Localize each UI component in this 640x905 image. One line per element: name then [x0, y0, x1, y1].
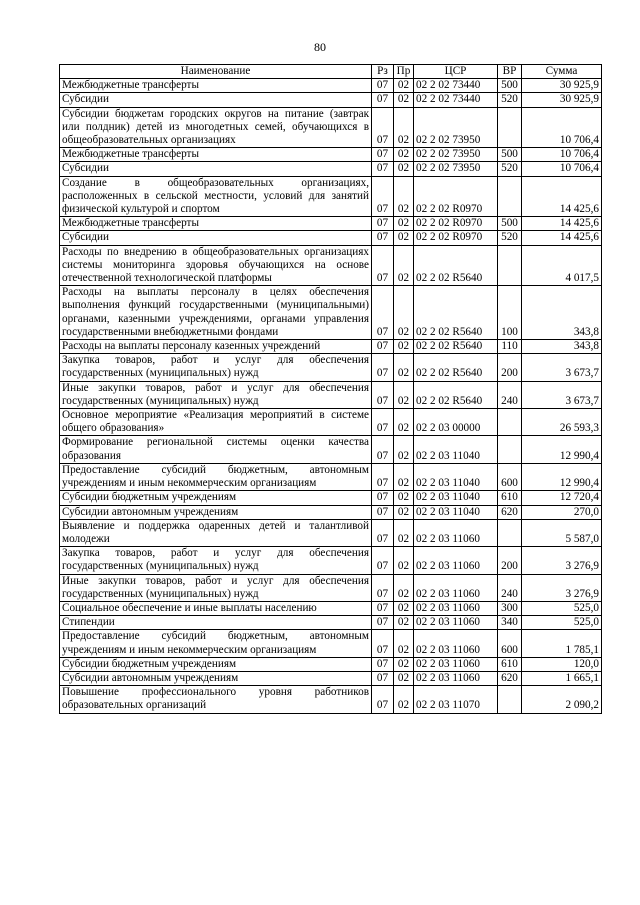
cell-name: Субсидии бюджетным учреждениям — [60, 657, 372, 671]
cell-sum: 3 276,9 — [522, 574, 602, 601]
cell-name: Стипендии — [60, 616, 372, 630]
cell-sum: 14 425,6 — [522, 231, 602, 245]
header-name: Наименование — [60, 65, 372, 79]
cell-csr: 02 2 03 11040 — [414, 463, 498, 490]
cell-name: Предоставление субсидий бюджетным, автономным учреждениям и иным некоммерческим организациям — [60, 463, 372, 490]
cell-sum: 525,0 — [522, 616, 602, 630]
cell-vr: 110 — [498, 340, 522, 354]
cell-sum: 1 665,1 — [522, 671, 602, 685]
cell-csr: 02 2 02 R0970 — [414, 231, 498, 245]
table-row — [60, 107, 602, 148]
table-row — [60, 519, 602, 546]
cell-rz: 07 — [372, 354, 394, 381]
cell-sum: 10 706,4 — [522, 107, 602, 148]
cell-vr: 340 — [498, 616, 522, 630]
cell-rz: 07 — [372, 463, 394, 490]
table-row — [60, 463, 602, 490]
cell-vr: 600 — [498, 630, 522, 657]
cell-rz: 07 — [372, 107, 394, 148]
cell-name: Основное мероприятие «Реализация мероприятий в системе общего образования» — [60, 409, 372, 436]
cell-sum: 14 425,6 — [522, 217, 602, 231]
cell-sum: 12 990,4 — [522, 436, 602, 463]
table-row — [60, 574, 602, 601]
cell-rz: 07 — [372, 231, 394, 245]
table-row — [60, 616, 602, 630]
cell-rz: 07 — [372, 616, 394, 630]
cell-pr: 02 — [394, 231, 414, 245]
cell-vr: 520 — [498, 231, 522, 245]
cell-vr: 500 — [498, 79, 522, 93]
cell-vr: 620 — [498, 505, 522, 519]
cell-rz: 07 — [372, 79, 394, 93]
cell-pr: 02 — [394, 547, 414, 574]
cell-rz: 07 — [372, 686, 394, 713]
cell-pr: 02 — [394, 409, 414, 436]
cell-rz: 07 — [372, 519, 394, 546]
cell-csr: 02 2 03 11040 — [414, 436, 498, 463]
cell-sum: 343,8 — [522, 340, 602, 354]
cell-rz: 07 — [372, 217, 394, 231]
cell-pr: 02 — [394, 671, 414, 685]
table-row — [60, 286, 602, 340]
cell-vr: 100 — [498, 286, 522, 340]
cell-pr: 02 — [394, 463, 414, 490]
cell-pr: 02 — [394, 574, 414, 601]
cell-rz: 07 — [372, 671, 394, 685]
cell-pr: 02 — [394, 354, 414, 381]
table-row — [60, 231, 602, 245]
cell-pr: 02 — [394, 162, 414, 176]
cell-sum: 2 090,2 — [522, 686, 602, 713]
page-number: 80 — [314, 40, 326, 54]
table-row — [60, 176, 602, 217]
cell-name: Межбюджетные трансферты — [60, 148, 372, 162]
cell-sum: 3 673,7 — [522, 354, 602, 381]
cell-pr: 02 — [394, 601, 414, 615]
table-row — [60, 657, 602, 671]
cell-csr: 02 2 03 11060 — [414, 616, 498, 630]
cell-vr: 500 — [498, 148, 522, 162]
cell-csr: 02 2 03 11060 — [414, 671, 498, 685]
cell-sum: 26 593,3 — [522, 409, 602, 436]
cell-name: Субсидии бюджетным учреждениям — [60, 491, 372, 505]
table-row — [60, 547, 602, 574]
cell-name: Субсидии автономным учреждениям — [60, 505, 372, 519]
cell-csr: 02 2 03 11060 — [414, 657, 498, 671]
cell-csr: 02 2 03 00000 — [414, 409, 498, 436]
cell-rz: 07 — [372, 630, 394, 657]
cell-csr: 02 2 02 R5640 — [414, 354, 498, 381]
cell-csr: 02 2 02 R0970 — [414, 176, 498, 217]
cell-rz: 07 — [372, 547, 394, 574]
cell-name: Субсидии бюджетам городских округов на питание (завтрак или полдник) детей из многодетных семей, обучающихся в общеобразовательных организациях — [60, 107, 372, 148]
cell-rz: 07 — [372, 601, 394, 615]
cell-name: Расходы по внедрению в общеобразовательных организациях системы мониторинга здоровья обучающихся на основе отечественной технологической платформы — [60, 245, 372, 286]
cell-csr: 02 2 02 R0970 — [414, 217, 498, 231]
cell-name: Расходы на выплаты персоналу казенных учреждений — [60, 340, 372, 354]
cell-csr: 02 2 03 11060 — [414, 547, 498, 574]
cell-pr: 02 — [394, 245, 414, 286]
cell-sum: 525,0 — [522, 601, 602, 615]
cell-csr: 02 2 02 R5640 — [414, 286, 498, 340]
cell-pr: 02 — [394, 286, 414, 340]
cell-name: Формирование региональной системы оценки качества образования — [60, 436, 372, 463]
cell-csr: 02 2 02 73950 — [414, 148, 498, 162]
cell-csr: 02 2 02 73440 — [414, 93, 498, 107]
cell-vr: 610 — [498, 657, 522, 671]
cell-sum: 10 706,4 — [522, 148, 602, 162]
cell-name: Закупка товаров, работ и услуг для обеспечения государственных (муниципальных) нужд — [60, 354, 372, 381]
cell-pr: 02 — [394, 217, 414, 231]
cell-name: Создание в общеобразовательных организациях, расположенных в сельской местности, условий для занятий физической культурой и спортом — [60, 176, 372, 217]
header-csr: ЦСР — [414, 65, 498, 79]
header-pr: Пр — [394, 65, 414, 79]
cell-rz: 07 — [372, 657, 394, 671]
table-row — [60, 686, 602, 713]
cell-sum: 30 925,9 — [522, 79, 602, 93]
cell-sum: 30 925,9 — [522, 93, 602, 107]
table-row — [60, 354, 602, 381]
table-row — [60, 436, 602, 463]
table-row — [60, 409, 602, 436]
cell-csr: 02 2 02 73950 — [414, 107, 498, 148]
cell-pr: 02 — [394, 381, 414, 408]
cell-vr — [498, 176, 522, 217]
table-row — [60, 381, 602, 408]
cell-pr: 02 — [394, 616, 414, 630]
cell-vr: 240 — [498, 381, 522, 408]
table-row — [60, 245, 602, 286]
cell-vr — [498, 519, 522, 546]
table-row — [60, 93, 602, 107]
cell-name: Предоставление субсидий бюджетным, автономным учреждениям и иным некоммерческим организациям — [60, 630, 372, 657]
cell-csr: 02 2 02 R5640 — [414, 245, 498, 286]
cell-pr: 02 — [394, 519, 414, 546]
cell-rz: 07 — [372, 93, 394, 107]
cell-rz: 07 — [372, 286, 394, 340]
cell-csr: 02 2 03 11060 — [414, 630, 498, 657]
cell-csr: 02 2 03 11060 — [414, 574, 498, 601]
cell-name: Иные закупки товаров, работ и услуг для обеспечения государственных (муниципальных) нужд — [60, 381, 372, 408]
cell-csr: 02 2 02 73440 — [414, 79, 498, 93]
cell-vr: 300 — [498, 601, 522, 615]
cell-name: Субсидии автономным учреждениям — [60, 671, 372, 685]
cell-rz: 07 — [372, 491, 394, 505]
cell-name: Расходы на выплаты персоналу в целях обеспечения выполнения функций государственными (муниципальными) органами, казенными учреждениями, органами управления государственными внебюджетными фондами — [60, 286, 372, 340]
cell-sum: 4 017,5 — [522, 245, 602, 286]
cell-rz: 07 — [372, 162, 394, 176]
header-rz: Рз — [372, 65, 394, 79]
cell-vr — [498, 436, 522, 463]
cell-rz: 07 — [372, 505, 394, 519]
cell-vr — [498, 409, 522, 436]
cell-sum: 14 425,6 — [522, 176, 602, 217]
header-sum: Сумма — [522, 65, 602, 79]
table-row — [60, 491, 602, 505]
cell-pr: 02 — [394, 491, 414, 505]
cell-name: Субсидии — [60, 231, 372, 245]
header-vr: ВР — [498, 65, 522, 79]
cell-sum: 10 706,4 — [522, 162, 602, 176]
table-row — [60, 671, 602, 685]
cell-vr: 520 — [498, 93, 522, 107]
cell-pr: 02 — [394, 657, 414, 671]
cell-csr: 02 2 03 11040 — [414, 491, 498, 505]
table-row — [60, 79, 602, 93]
cell-pr: 02 — [394, 436, 414, 463]
cell-rz: 07 — [372, 574, 394, 601]
cell-name: Межбюджетные трансферты — [60, 79, 372, 93]
cell-name: Субсидии — [60, 93, 372, 107]
table-row — [60, 148, 602, 162]
cell-rz: 07 — [372, 381, 394, 408]
cell-vr — [498, 107, 522, 148]
table-row — [60, 601, 602, 615]
cell-csr: 02 2 02 R5640 — [414, 381, 498, 408]
cell-pr: 02 — [394, 176, 414, 217]
cell-csr: 02 2 03 11040 — [414, 505, 498, 519]
cell-vr — [498, 245, 522, 286]
cell-vr: 240 — [498, 574, 522, 601]
cell-rz: 07 — [372, 409, 394, 436]
cell-pr: 02 — [394, 505, 414, 519]
cell-pr: 02 — [394, 79, 414, 93]
cell-rz: 07 — [372, 245, 394, 286]
cell-pr: 02 — [394, 340, 414, 354]
cell-csr: 02 2 03 11060 — [414, 519, 498, 546]
table-row — [60, 162, 602, 176]
cell-vr: 500 — [498, 217, 522, 231]
cell-csr: 02 2 03 11070 — [414, 686, 498, 713]
table-body — [60, 79, 602, 713]
cell-rz: 07 — [372, 148, 394, 162]
cell-name: Иные закупки товаров, работ и услуг для обеспечения государственных (муниципальных) нужд — [60, 574, 372, 601]
cell-csr: 02 2 03 11060 — [414, 601, 498, 615]
cell-sum: 270,0 — [522, 505, 602, 519]
cell-pr: 02 — [394, 148, 414, 162]
budget-table — [59, 64, 602, 714]
cell-vr — [498, 686, 522, 713]
cell-rz: 07 — [372, 340, 394, 354]
cell-sum: 12 990,4 — [522, 463, 602, 490]
cell-csr: 02 2 02 R5640 — [414, 340, 498, 354]
cell-vr: 520 — [498, 162, 522, 176]
cell-sum: 1 785,1 — [522, 630, 602, 657]
cell-vr: 200 — [498, 354, 522, 381]
cell-sum: 5 587,0 — [522, 519, 602, 546]
cell-pr: 02 — [394, 107, 414, 148]
cell-vr: 610 — [498, 491, 522, 505]
cell-name: Социальное обеспечение и иные выплаты населению — [60, 601, 372, 615]
cell-vr: 620 — [498, 671, 522, 685]
cell-pr: 02 — [394, 93, 414, 107]
cell-name: Межбюджетные трансферты — [60, 217, 372, 231]
cell-csr: 02 2 02 73950 — [414, 162, 498, 176]
cell-vr: 200 — [498, 547, 522, 574]
table-row — [60, 217, 602, 231]
cell-sum: 3 673,7 — [522, 381, 602, 408]
cell-name: Выявление и поддержка одаренных детей и талантливой молодежи — [60, 519, 372, 546]
table-header-row — [60, 65, 602, 79]
cell-rz: 07 — [372, 436, 394, 463]
cell-sum: 12 720,4 — [522, 491, 602, 505]
cell-name: Повышение профессионального уровня работников образовательных организаций — [60, 686, 372, 713]
table-row — [60, 340, 602, 354]
cell-sum: 343,8 — [522, 286, 602, 340]
cell-vr: 600 — [498, 463, 522, 490]
cell-sum: 3 276,9 — [522, 547, 602, 574]
table-row — [60, 630, 602, 657]
cell-name: Субсидии — [60, 162, 372, 176]
cell-pr: 02 — [394, 630, 414, 657]
cell-rz: 07 — [372, 176, 394, 217]
cell-pr: 02 — [394, 686, 414, 713]
cell-sum: 120,0 — [522, 657, 602, 671]
table-row — [60, 505, 602, 519]
cell-name: Закупка товаров, работ и услуг для обеспечения государственных (муниципальных) нужд — [60, 547, 372, 574]
